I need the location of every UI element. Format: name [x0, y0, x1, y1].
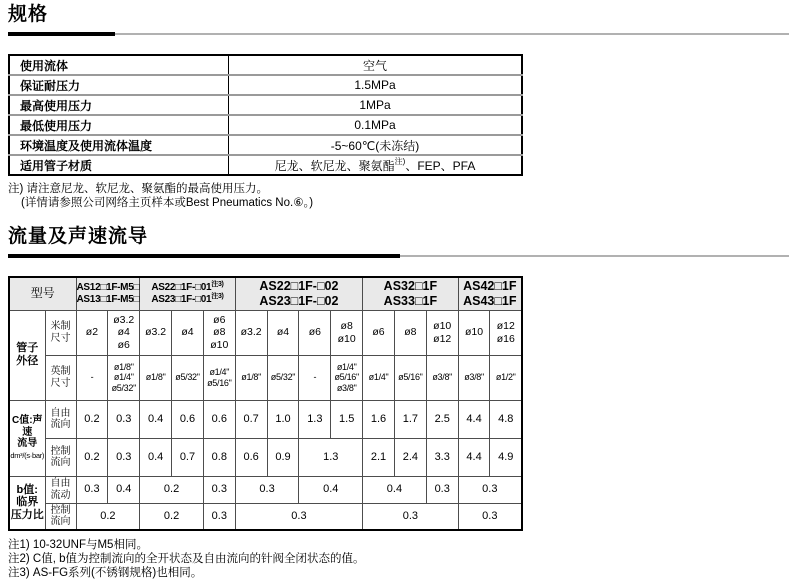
spec-row-value: 空气 [362, 58, 387, 73]
flow-value-cell: ø6 [363, 310, 395, 355]
spec-row-value: 1MPa [229, 95, 523, 115]
flow-value-cell: ø6 ø8 ø10 [203, 310, 235, 355]
row-group-label: b值: 临界 压力比 [9, 476, 45, 530]
spec-value-superscript: 注) [394, 156, 406, 166]
spec-row-label: 环境温度及使用流体温度 [9, 135, 229, 155]
flow-value-cell: 0.3 [108, 438, 140, 476]
flow-value-cell: 0.4 [363, 476, 427, 503]
flow-value-cell: 4.8 [490, 400, 522, 438]
flow-value-cell: ø12 ø16 [490, 310, 522, 355]
flow-value-cell: 0.3 [108, 400, 140, 438]
flow-data-row [9, 503, 522, 530]
flow-value-cell: 2.5 [426, 400, 458, 438]
flow-value-cell: 0.3 [458, 503, 522, 530]
flow-value-cell: 0.3 [458, 476, 522, 503]
spec-row-value: 1.5MPa [229, 75, 523, 95]
model-group-cell: AS32□1F AS33□1F [363, 277, 459, 310]
rule-black-segment [8, 254, 400, 258]
row-sub-label: 英制 尺寸 [45, 355, 76, 400]
flow-value-cell: ø10 [458, 310, 490, 355]
model-group-cell: AS22□1F-□02 AS23□1F-□02 [235, 277, 362, 310]
spec-row-value: 0.1MPa [229, 115, 523, 135]
flow-value-cell: ø1/8" [140, 355, 172, 400]
flow-value-cell: 4.4 [458, 400, 490, 438]
flow-value-cell: ø3/8" [426, 355, 458, 400]
flow-value-cell: ø3.2 [140, 310, 172, 355]
spec-notes [8, 182, 800, 210]
footnote: 注2) C值, b值为控制流向的全开状态及自由流向的针阀全闭状态的值。 [8, 553, 365, 565]
flow-value-cell: 0.2 [76, 400, 108, 438]
footnote: 注3) AS-FG系列(不锈钢规格)也相同。 [8, 567, 203, 579]
spec-row [9, 115, 522, 135]
model-group-cell: AS12□1F-M5□ AS13□1F-M5□ [76, 277, 140, 310]
flow-value-cell: 0.3 [235, 503, 362, 530]
flow-value-cell: ø1/4" [363, 355, 395, 400]
flow-value-cell: 1.6 [363, 400, 395, 438]
spec-row [9, 55, 522, 75]
flow-value-cell: ø8 ø10 [331, 310, 363, 355]
flow-value-cell: ø3/8" [458, 355, 490, 400]
flow-value-cell: ø5/32" [172, 355, 204, 400]
flow-value-cell: 0.2 [140, 503, 204, 530]
spec-row [9, 155, 522, 175]
flow-data-row [9, 310, 522, 355]
flow-value-cell: 0.3 [203, 476, 235, 503]
flow-value-cell: 2.1 [363, 438, 395, 476]
flow-value-cell: 1.0 [267, 400, 299, 438]
spec-row [9, 95, 522, 115]
spec-section-title: 规格 [8, 4, 49, 25]
rule-gray-segment [115, 33, 789, 35]
flow-value-cell: ø3.2 [235, 310, 267, 355]
flow-value-cell: ø1/2" [490, 355, 522, 400]
spec-table [8, 54, 523, 176]
flow-value-cell: ø10 ø12 [426, 310, 458, 355]
flow-value-cell: 4.4 [458, 438, 490, 476]
flow-value-cell: 2.4 [394, 438, 426, 476]
flow-value-cell: 0.6 [203, 400, 235, 438]
row-group-unit: dm³/(s·bar) [10, 450, 45, 460]
rule-black-segment [8, 32, 115, 36]
spec-note-line: (详情请参照公司网络主页样本或Best Pneumatics No.⑥。) [21, 197, 314, 209]
flow-value-cell: 0.4 [299, 476, 363, 503]
spec-row-label: 保证耐压力 [9, 75, 229, 95]
flow-value-cell: 0.2 [76, 503, 140, 530]
rule-gray-segment [400, 255, 789, 257]
spec-row-label: 适用管子材质 [9, 155, 229, 175]
flow-data-row [9, 355, 522, 400]
flow-header-row [9, 277, 522, 310]
row-sub-label: 控制 流向 [45, 438, 76, 476]
spec-row-value: 尼龙、软尼龙、聚氨酯$^{注)}$、FEP、PFA [229, 155, 523, 175]
flow-table [8, 276, 523, 531]
spec-row [9, 135, 522, 155]
model-group-cell: AS42□1F AS43□1F [458, 277, 522, 310]
spec-row-value: -5~60℃(未冻结) [229, 135, 523, 155]
flow-value-cell: 1.3 [299, 438, 363, 476]
flow-value-cell: 0.4 [108, 476, 140, 503]
row-sub-label: 米制 尺寸 [45, 310, 76, 355]
flow-value-cell: 0.4 [140, 438, 172, 476]
row-sub-label: 控制 流向 [45, 503, 76, 530]
flow-value-cell: 1.3 [299, 400, 331, 438]
flow-value-cell: ø5/16" [394, 355, 426, 400]
row-sub-label: 自由 流动 [45, 476, 76, 503]
flow-value-cell: - [299, 355, 331, 400]
flow-section-title: 流量及声速流导 [8, 226, 149, 247]
flow-footnotes [8, 538, 800, 580]
model-header-cell: 型号 [9, 277, 76, 310]
flow-value-cell: 0.3 [203, 503, 235, 530]
flow-value-cell: ø4 [172, 310, 204, 355]
flow-value-cell: 0.2 [76, 438, 108, 476]
flow-value-cell: 1.7 [394, 400, 426, 438]
flow-value-cell: ø4 [267, 310, 299, 355]
row-sub-label: 自由 流向 [45, 400, 76, 438]
row-group-label: C值:声速 流导 dm³/(s·bar) [9, 400, 45, 476]
spec-row-label: 最低使用压力 [9, 115, 229, 135]
flow-value-cell: ø8 [394, 310, 426, 355]
flow-value-cell: 0.3 [235, 476, 299, 503]
spec-note-line: 注) 请注意尼龙、软尼龙、聚氨酯的最高使用压力。 [8, 183, 269, 195]
flow-value-cell: 0.7 [235, 400, 267, 438]
flow-value-cell: 0.7 [172, 438, 204, 476]
flow-value-cell: 0.9 [267, 438, 299, 476]
flow-value-cell: 0.6 [235, 438, 267, 476]
flow-value-cell: 0.4 [140, 400, 172, 438]
footnote: 注1) 10-32UNF与M5相同。 [8, 539, 148, 551]
flow-value-cell: ø5/32" [267, 355, 299, 400]
flow-title-rule [8, 254, 789, 258]
spec-row [9, 75, 522, 95]
flow-value-cell: ø1/4" ø5/16" ø3/8" [331, 355, 363, 400]
flow-value-cell: 0.6 [172, 400, 204, 438]
flow-value-cell: ø1/4" ø5/16" [203, 355, 235, 400]
model-group-cell: AS22□1F-□01$^{注3)}$ AS23□1F-□01$^{注3)}$ [140, 277, 236, 310]
flow-value-cell: ø6 [299, 310, 331, 355]
spec-row-label: 使用流体 [9, 55, 229, 75]
flow-data-row [9, 400, 522, 438]
flow-value-cell: - [76, 355, 108, 400]
flow-value-cell: 0.3 [76, 476, 108, 503]
flow-value-cell: 4.9 [490, 438, 522, 476]
flow-value-cell: 0.8 [203, 438, 235, 476]
flow-value-cell: ø1/8" ø1/4" ø5/32" [108, 355, 140, 400]
flow-value-cell: 0.3 [426, 476, 458, 503]
flow-data-row [9, 476, 522, 503]
flow-value-cell: ø3.2 ø4 ø6 [108, 310, 140, 355]
flow-value-cell: 1.5 [331, 400, 363, 438]
flow-data-row [9, 438, 522, 476]
flow-value-cell: ø2 [76, 310, 108, 355]
flow-value-cell: 0.2 [140, 476, 204, 503]
spec-title-rule [8, 32, 789, 36]
flow-value-cell: 0.3 [363, 503, 459, 530]
spec-row-label: 最高使用压力 [9, 95, 229, 115]
flow-value-cell: 3.3 [426, 438, 458, 476]
flow-value-cell: ø1/8" [235, 355, 267, 400]
row-group-label: 管子 外径 [9, 310, 45, 400]
